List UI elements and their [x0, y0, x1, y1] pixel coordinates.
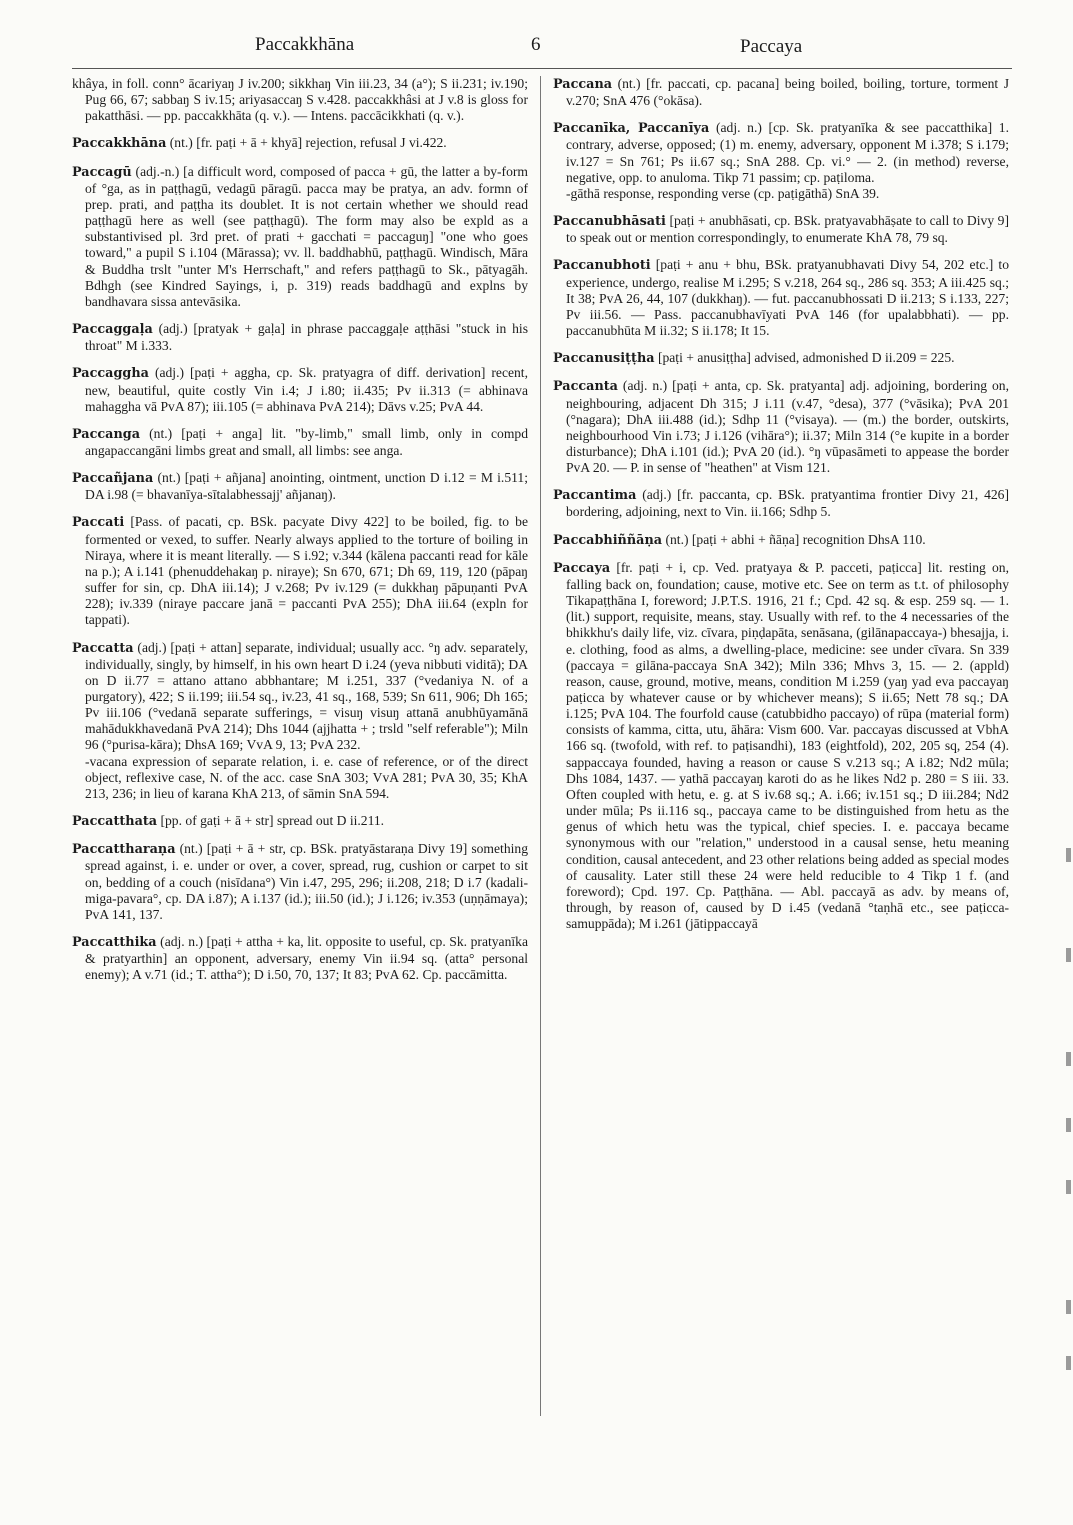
entry-definition: [fr. paṭi + i, cp. Ved. pratyaya & P. pacceti, paṭicca] lit. resting on, falling back on, foundation; cause, motive etc. See on term as t.t. of philosophy Tikapaṭṭhāna I, foreword; J.P.T.S. 1916, 21 f.; Cpd. 42 sq. & esp. 259 sq. — 1. (lit.) support, requisite, means, stay. Usually with ref. to the 4 necessaries of the bhikkhu's daily life, viz. cīvara, piṇḍapāta, senāsana, (gilānapaccaya-) bhesajja, i. e. clothing, food as alms, a dwelling-place, medicine: see under cīvara. Sn 339 (paccaya = gilāna-paccaya SnA 342); Miln 336; Mhvs 3, 15. — 2. (appld) reason, cause, ground, motive, means, condition M i.259 (yaŋ yad eva paccayaŋ paṭicca by whatever cause or by whichever means); S ii.65; Nett 78 sq.; DA i.125; PvA 104. The fourfold cause (catubbidho paccayo) of rūpa (material form) consists of kamma, citta, utu, āhāra: Vism 600. Var. paccayas discussed at VbhA 166 sq. (twofold, with ref. to paṭisandhi), 183 (eightfold), 202, 205 sq, 254 (4). sappaccaya founded, having a reason or cause S v.213 sq.; A i.82; Nd2 mūla; Dhs 1084, 1437. — yathā paccayaŋ karoti do as he likes Nd2 p. 280 = S iii. 33. Often coupled with hetu, e. g. at S iv.68 sq.; A. i.66; iv.151 sq.; D iii.284; Nd2 under mūla; Ps ii.116 sq., paccaya came to be distinguished from hetu as the genus of which hetu was the typical, chief species. I. e. paccaya became synonymous with our "relation," understood in a causal sense, hetu meaning condition, causal antecedent, and 23 other relations being added as special modes of causality. Later still these 24 were held reducible to 4 Tikp 1 f. (and foreword); Cpd. 197. Cp. Paṭṭhāna. — Abl. paccayā as adv. by means of, through, by reason of, caused by D i.45 (vedanā °taṇhā etc., see paṭicca-samuppāda); M i.261 (jātippaccayā	[566, 559, 1009, 932]
entry-definition: [pp. of gaṭi + ā + str] spread out D ii.211.	[160, 813, 385, 829]
header-right-guideword: Paccaya	[740, 36, 803, 57]
dictionary-entry	[72, 470, 528, 503]
entry-definition: (adj.) [fr. paccanta, cp. BSk. pratyantima frontier Divy 21, 426] bordering, adjoining, next to Vin. ii.166; Sdhp 5.	[566, 487, 1009, 520]
entry-headword: Paccatta	[72, 640, 134, 656]
edge-mark	[1066, 948, 1071, 962]
entry-definition: (adj. n.) [cp. Sk. pratyanīka & see paccatthika] 1. contrary, adverse, opposed; (1) m. enemy, adversary, opponent M i.378; S i.179; iv.127 = Sn 761; Ps ii.67 sq.; SnA 288. Cp. vi.° — 2. (in method) reverse, negative, opp. to anuloma. Tikp 71 passim; cp. paṭiloma.	[566, 120, 1009, 185]
entry-definition: (adj.) [paṭi + aggha, cp. Sk. pratyagra of diff. derivation] recent, new, beautiful, quite costly Vin i.4; J i.80; ii.435; Pv ii.313 (= abhinava mahaggha vā PvA 87); iii.105 (= abhinava PvA 214); Dāvs v.25; PvA 44.	[85, 365, 528, 414]
dictionary-entry	[72, 934, 528, 983]
entry-definition: [Pass. of pacati, cp. BSk. pacyate Divy 422] to be boiled, fig. to be formented or vexed, to suffer. Nearly always applied to the torture of boiling in Niraya, where it is meant literally. — S i.92; v.344 (kālena paccanti read for kāle na p.); A i.141 (phenuddehakaŋ p. niraye); Sn 670, 671; Dh 69, 119, 120 (pāpaŋ suffer for sin, cp. DhA iii.14); J v.268; Pv iv.129 (= dukkhaŋ pāpuṇanti PvA 228); iv.339 (niraye paccare janā = paccanti PvA 255); DhA iii.64 (expln for tappati).	[85, 514, 528, 628]
entry-headword: Paccaggaḷa	[72, 322, 153, 338]
entry-headword: Paccattharaṇa	[72, 842, 176, 858]
page-number: 6	[531, 34, 541, 55]
dictionary-entry	[553, 350, 1009, 367]
dictionary-entry	[553, 560, 1009, 933]
header-rule	[72, 68, 1012, 69]
dictionary-entry	[72, 813, 528, 830]
entry-headword: Paccañjana	[72, 471, 154, 487]
entry-definition: [paṭi + anu + bhu, BSk. pratyanubhavati Divy 54, 202 etc.] to experience, undergo, realise M i.295; S v.218, 264 sq., 286 sq. 353; A iii.425 sq.; It 38; PvA 26, 44, 107 (dukkhaŋ). — fut. paccanubhossati D ii.213; S i.133, 227; Pv iii.56. — Pass. paccanubhavīyati PvA 146 (for upalabbhati). — pp. paccanubhūta M ii.32; S ii.178; It 15.	[566, 257, 1009, 339]
entry-definition: (nt.) [paṭi + ā + str, cp. BSk. pratyāstaraṇa Divy 19] something spread against, i. e. under or over, a cover, spread, rug, cushion or carpet to sit on, bedding of a couch (nisīdana°) Vin i.47, 295, 296; ii.208, 218; D i.7 (kadali-miga-pavara°, cp. DA i.87); A i.137 (id.); iii.50 (id.); J i.126; iv.353 (uṇṇāmaya); PvA 141, 137.	[85, 841, 528, 922]
page-edge-marks	[1066, 0, 1073, 1525]
dictionary-entry	[72, 841, 528, 923]
dictionary-entry	[553, 120, 1009, 202]
entry-headword: Paccatthika	[72, 935, 157, 951]
running-header	[0, 30, 1073, 64]
entry-headword: Paccanubhāsati	[553, 214, 666, 230]
edge-mark	[1066, 1356, 1071, 1370]
dictionary-entry	[72, 164, 528, 310]
entry-definition: khâya, in foll. conn° ācariyaŋ J iv.200; sikkhaŋ Vin iii.23, 34 (a°); S ii.231; iv.190; Pug 66, 67; sabbaŋ S iv.15; ariyasaccaŋ S v.428. paccakkhâsi at J v.8 is gloss for pakatthāsi. — pp. paccakkhāta (q. v.). — Intens. paccācikkhati (q. v.).	[72, 76, 528, 124]
dictionary-entry	[553, 532, 1009, 549]
entry-definition: (nt.) [fr. paṭi + ā + khyā] rejection, refusal J vi.422.	[169, 135, 447, 151]
entry-definition: (nt.) [paṭi + abhi + ñāṇa] recognition DhsA 110.	[665, 531, 926, 547]
entry-headword: Paccaya	[553, 560, 611, 576]
entry-definition: [paṭi + anubhāsati, cp. BSk. pratyavabhāṣate to call to Divy 9] to speak out or mention correspondingly, to enumerate KhA 78, 79 sq.	[566, 213, 1009, 246]
entry-definition: (adj.-n.) [a difficult word, composed of pacca + gū, the latter a by-form of °ga, as in paṭṭhagū, vedagū pāragū. pacca may be pratya, an adv. formn of prep. prati, and paṭṭha its doublet. It is not certain whether we should read paṭṭhagū here as well (see paṭṭhagū). The form may also be expld as a substantivised pl. 3rd pret. of prati + gacchati = paccaguŋ] "one who goes toward," a pupil S i.104 (Mārassa); vv. ll. baddhabhū, paṭṭhagū. Windisch, Māra & Buddha trslt "unter M's Herrschaft," and refers paṭṭhagū to Sk., pātyagāh. Bdhgh (see Kindred Sayings, i, p. 319) reads baddhagū and explns by bandhavara sissa antevāsika.	[85, 163, 528, 309]
dictionary-entry	[553, 487, 1009, 520]
entry-headword: Paccagū	[72, 164, 132, 180]
dictionary-entry	[72, 426, 528, 459]
dictionary-entry	[553, 213, 1009, 246]
entry-headword: Paccanīka, Paccanīya	[553, 121, 710, 137]
edge-mark	[1066, 1118, 1071, 1132]
entry-definition: (nt.) [paṭi + añjana] anointing, ointment, unction D i.12 = M i.511; DA i.98 (= bhavanīya-sītalabhessajj' añjanaŋ).	[85, 470, 528, 503]
entry-headword: Paccanusiṭṭha	[553, 351, 655, 367]
column-divider	[540, 76, 541, 1416]
entry-definition: (adj. n.) [paṭi + attha + ka, lit. opposite to useful, cp. Sk. pratyanīka & pratyarthin] an opponent, adversary, enemy Vin ii.94 sq. (atta° personal enemy); A v.71 (id.; T. attha°); D i.50, 70, 137; It 83; PvA 62. Cp. paccāmitta.	[85, 934, 528, 983]
dictionary-entry	[553, 378, 1009, 476]
entry-definition: (adj.) [pratyak + gaḷa] in phrase paccaggaḷe aṭṭhāsi "stuck in his throat" M i.333.	[85, 321, 528, 354]
dictionary-entry	[72, 365, 528, 414]
entry-headword: Paccanubhoti	[553, 258, 651, 274]
edge-mark	[1066, 1180, 1071, 1194]
entry-headword: Paccati	[72, 515, 125, 531]
dictionary-entry	[72, 514, 528, 628]
entry-definition: (nt.) [fr. paccati, cp. pacana] being boiled, boiling, torture, torment J v.270; SnA 476 (°okāsa).	[566, 76, 1009, 109]
dictionary-entry	[72, 76, 528, 124]
entry-subentry: -vacana expression of separate relation, i. e. case of reference, or of the direct object, reflexive case, N. of the acc. case SnA 303; VvA 281; PvA 30, 35; KhA 213, 236; in lieu of karana KhA 213, of sāmin SnA 594.	[85, 753, 528, 801]
dictionary-entry	[72, 321, 528, 354]
entry-headword: Paccantima	[553, 488, 637, 504]
entry-definition: (adj. n.) [paṭi + anta, cp. Sk. pratyanta] adj. adjoining, bordering on, neighbouring, adjacent Dh 315; J i.11 (v.47, °desa), 377 (°vāsika); PvA 201 (°nagara); DhA iii.488 (id.); Sdhp 11 (°visaya). — (m.) the border, outskirts, neighbourhood Vin i.73; J i.126 (vihāra°); ii.37; Miln 314 (°e kupite in a border disturbance); DhA i.101 (id.); PvA 20 (id.). °ŋ vūpasāmeti to appease the border PvA 20. — P. in sense of "heathen" at Vism 121.	[566, 378, 1009, 476]
entry-headword: Paccanta	[553, 379, 618, 395]
entry-headword: Paccakkhāna	[72, 136, 167, 152]
header-left-guideword: Paccakkhāna	[255, 34, 355, 55]
right-column	[553, 76, 1009, 1506]
left-column	[72, 76, 528, 1506]
dictionary-entry	[553, 76, 1009, 109]
entry-definition: (adj.) [paṭi + attan] separate, individual; usually acc. °ŋ adv. separately, individually, singly, by himself, in his own heart D i.24 (yeva nibbuti viditā); DA on D ii.77 = attano attano abbhantare; M i.251, 337 (°vedaniya N. of a purgatory), 422; S ii.199; iii.54 sq., iv.23, 41 sq., 168, 539; Sn 611, 906; Dh 165; Pv iii.106 (°vedanā separate sufferings, = visuŋ visuŋ attanā anubhūyamānā mahādukkhavedanā PvA 214); Dhs 1044 (ajjhatta + ; trsld "self referable"); Miln 96 (°purisa-kāra); DhsA 169; VvA 9, 13; PvA 232.	[85, 639, 528, 753]
entry-headword: Paccabhiññāṇa	[553, 532, 663, 548]
edge-mark	[1066, 1300, 1071, 1314]
entry-definition: (nt.) [paṭi + anga] lit. "by-limb," small limb, only in compd angapaccangāni limbs great and small, all limbs: see anga.	[85, 425, 528, 458]
dictionary-entry	[553, 257, 1009, 339]
entry-headword: Paccanga	[72, 426, 140, 442]
entry-definition: [paṭi + anusiṭṭha] advised, admonished D ii.209 = 225.	[657, 350, 955, 366]
entry-headword: Paccaggha	[72, 366, 149, 382]
entry-headword: Paccatthata	[72, 814, 158, 830]
dictionary-entry	[72, 135, 528, 152]
entry-headword: Paccana	[553, 77, 613, 92]
entry-subentry: -gāthā response, responding verse (cp. paṭigāthā) SnA 39.	[566, 185, 880, 201]
edge-mark	[1066, 848, 1071, 862]
dictionary-entry	[72, 640, 528, 803]
edge-mark	[1066, 1052, 1071, 1066]
